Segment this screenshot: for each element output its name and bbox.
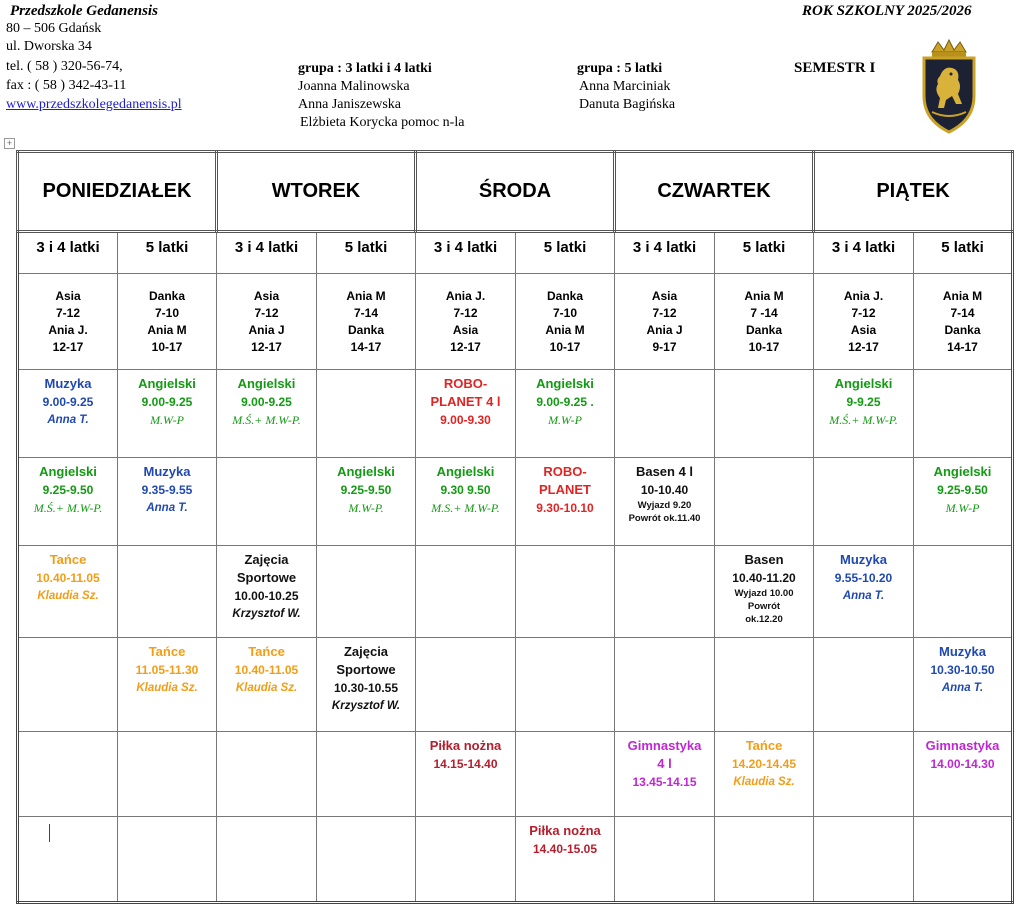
group-a-teacher: Elżbieta Korycka pomoc n-la <box>300 115 465 130</box>
schedule-cell <box>18 638 118 732</box>
day-header: WTOREK <box>217 152 416 232</box>
staff-hours-line: 12-17 <box>450 339 481 354</box>
activity-title: Zajęcia <box>244 552 289 567</box>
schedule-cell <box>118 817 217 903</box>
staff-hours-cell <box>118 274 217 370</box>
lion-crest-icon <box>918 38 980 134</box>
activity-title: Muzyka <box>143 464 191 479</box>
schedule-cell <box>715 638 814 732</box>
activity-title: Angielski <box>933 464 992 479</box>
activity-time: 10.40-11.05 <box>234 663 299 677</box>
school-postal: 80 – 506 Gdańsk <box>6 21 102 36</box>
school-phone: tel. ( 58 ) 320-56-74, <box>6 59 123 74</box>
staff-hours-line: 10-17 <box>748 339 780 354</box>
staff-hours-cell <box>715 274 814 370</box>
activity-teacher: Klaudia Sz. <box>37 590 99 602</box>
activity-time: 9.25-9.50 <box>937 483 988 497</box>
schedule-cell <box>217 638 317 732</box>
staff-hours-line: 7-12 <box>254 305 279 320</box>
staff-hours-line: 7-10 <box>154 305 180 320</box>
staff-hours-line: 7 -14 <box>750 305 778 320</box>
activity-title: Basen <box>744 552 784 567</box>
staff-hours-line: 12-17 <box>52 339 84 354</box>
schedule-cell <box>317 817 416 903</box>
schedule-cell <box>217 458 317 546</box>
activity-teacher: M.Ś.+ M.W-P. <box>232 413 301 427</box>
activity-time: 9.30 9.50 <box>440 483 491 497</box>
staff-hours-line: Asia <box>253 288 280 303</box>
activity-row <box>18 817 1013 903</box>
staff-hours-line: 10-17 <box>549 339 581 354</box>
schedule-cell <box>914 546 1013 638</box>
schedule-cell <box>814 546 914 638</box>
schedule-cell <box>914 458 1013 546</box>
school-fax: fax : ( 58 ) 342-43-11 <box>6 78 127 93</box>
activity-time: 9.00-9.30 <box>440 413 491 427</box>
activity-teacher: M.Ś.+ M.W-P. <box>33 501 103 515</box>
staff-hours-row <box>18 274 1013 370</box>
schedule-cell <box>516 732 615 817</box>
activity-title: Tańce <box>745 738 783 753</box>
schedule-cell <box>615 732 715 817</box>
activity-time: 13.45-14.15 <box>632 775 697 789</box>
school-name: Przedszkole Gedanensis <box>10 3 158 19</box>
staff-hours-cell <box>217 274 317 370</box>
schedule-table <box>16 150 1014 904</box>
staff-hours-line: 7-14 <box>353 305 379 320</box>
activity-time: 9.25-9.50 <box>42 483 94 497</box>
schedule-cell <box>516 817 615 903</box>
staff-hours-line: Ania J. <box>843 288 884 303</box>
activity-title: Tańce <box>148 644 186 659</box>
schedule-cell <box>814 458 914 546</box>
activity-title: Muzyka <box>44 376 92 391</box>
staff-hours-line: Danka <box>546 288 584 303</box>
group-header: 5 latki <box>118 232 217 274</box>
schedule-cell <box>914 732 1013 817</box>
activity-teacher: M.S.+ M.W-P. <box>431 501 500 515</box>
group-b-title: grupa : 5 latki <box>577 61 663 76</box>
activity-time: 10.00-10.25 <box>234 589 299 603</box>
activity-teacher: Klaudia Sz. <box>136 682 198 694</box>
activity-note: Powrót <box>747 601 781 612</box>
schedule-cell <box>416 817 516 903</box>
schedule-cell <box>118 546 217 638</box>
activity-teacher: M.W-P. <box>348 501 384 515</box>
activity-teacher: M.W-P <box>548 413 582 427</box>
staff-hours-line: Danka <box>745 322 783 337</box>
staff-hours-line: Ania J <box>248 322 285 337</box>
activity-title: Muzyka <box>840 552 887 567</box>
staff-hours-line: Ania M <box>346 288 386 303</box>
staff-hours-line: Ania M <box>147 322 187 337</box>
schedule-cell <box>615 638 715 732</box>
staff-hours-line: Asia <box>850 322 877 337</box>
staff-hours-line: 7-12 <box>55 305 81 320</box>
schedule-cell <box>715 732 814 817</box>
schedule-cell <box>118 458 217 546</box>
schedule-cell <box>715 458 814 546</box>
day-header: PONIEDZIAŁEK <box>18 152 217 232</box>
staff-hours-line: Ania M <box>744 288 784 303</box>
schedule-cell <box>814 732 914 817</box>
staff-hours-line: 7-14 <box>950 305 975 320</box>
activity-row <box>18 638 1013 732</box>
activity-note: Powrót ok.11.40 <box>628 513 701 524</box>
schedule-cell <box>217 732 317 817</box>
schedule-cell <box>118 370 217 458</box>
activity-title: Angielski <box>237 376 296 391</box>
schedule-cell <box>416 370 516 458</box>
schedule-cell <box>317 370 416 458</box>
activity-time: 14.00-14.30 <box>930 757 995 771</box>
staff-hours-line: 10-17 <box>151 339 183 354</box>
group-header: 3 i 4 latki <box>615 232 715 274</box>
staff-hours-line: Ania J. <box>445 288 486 303</box>
activity-title: Sportowe <box>336 662 396 677</box>
group-a-teacher: Anna Janiszewska <box>298 97 402 112</box>
activity-title: Basen 4 l <box>635 464 694 479</box>
activity-time: 10.40-11.05 <box>36 571 100 585</box>
schedule-cell <box>914 817 1013 903</box>
activity-title: PLANET 4 l <box>430 394 501 409</box>
schedule-cell <box>814 817 914 903</box>
staff-hours-line: Ania J. <box>48 322 88 337</box>
activity-title: Piłka nożna <box>429 738 502 753</box>
group-header: 3 i 4 latki <box>416 232 516 274</box>
staff-hours-line: 14-17 <box>350 339 382 354</box>
activity-time: 9.00-9.25 <box>241 395 292 409</box>
day-header: ŚRODA <box>416 152 615 232</box>
schedule-cell <box>317 546 416 638</box>
staff-hours-cell <box>18 274 118 370</box>
staff-hours-line: 12-17 <box>848 339 879 354</box>
activity-teacher: Anna T. <box>146 502 188 514</box>
schedule-cell <box>814 370 914 458</box>
activity-time: 14.15-14.40 <box>433 757 498 771</box>
activity-title: Zajęcia <box>343 644 389 659</box>
schedule-cell <box>217 370 317 458</box>
group-header: 3 i 4 latki <box>18 232 118 274</box>
group-header: 3 i 4 latki <box>217 232 317 274</box>
group-header: 5 latki <box>317 232 416 274</box>
activity-teacher: Klaudia Sz. <box>235 682 298 694</box>
staff-hours-line: 7-10 <box>552 305 578 320</box>
school-website-link[interactable]: www.przedszkolegedanensis.pl <box>6 97 182 112</box>
staff-hours-line: Asia <box>651 288 678 303</box>
schedule-cell <box>914 370 1013 458</box>
group-header: 3 i 4 latki <box>814 232 914 274</box>
schedule-cell <box>317 458 416 546</box>
staff-hours-line: 12-17 <box>251 339 282 354</box>
staff-hours-line: 7-12 <box>851 305 876 320</box>
group-header: 5 latki <box>516 232 615 274</box>
activity-title: Gimnastyka <box>627 738 702 753</box>
schedule-cell <box>317 638 416 732</box>
activity-time: 9-9.25 <box>846 395 881 409</box>
day-header-row <box>18 152 1013 232</box>
activity-title: Angielski <box>834 376 893 391</box>
activity-time: 10.40-11.20 <box>732 571 796 585</box>
activity-title: Angielski <box>337 464 395 479</box>
activity-teacher: M.Ś.+ M.W-P. <box>829 413 898 427</box>
activity-time: 10-10.40 <box>640 483 689 497</box>
activity-teacher: Anna T. <box>842 590 885 602</box>
schedule-cell <box>615 546 715 638</box>
schedule-cell <box>715 817 814 903</box>
staff-hours-line: Danka <box>347 322 385 337</box>
activity-title: ROBO- <box>443 376 488 391</box>
staff-hours-cell <box>416 274 516 370</box>
schedule-cell <box>18 546 118 638</box>
activity-teacher: Klaudia Sz. <box>733 776 795 788</box>
schedule-cell <box>18 817 118 903</box>
activity-note: Wyjazd 10.00 <box>734 588 794 599</box>
activity-title: Muzyka <box>939 644 986 659</box>
staff-hours-cell <box>814 274 914 370</box>
staff-hours-cell <box>516 274 615 370</box>
activity-title: Angielski <box>138 376 196 391</box>
activity-title: Tańce <box>248 644 285 659</box>
activity-title: Angielski <box>39 464 97 479</box>
activity-time: 9.30-10.10 <box>536 501 594 515</box>
schedule-cell <box>217 817 317 903</box>
staff-hours-line: Ania M <box>942 288 983 303</box>
staff-hours-line: Ania M <box>545 322 585 337</box>
activity-note: Wyjazd 9.20 <box>637 500 692 511</box>
schedule-cell <box>416 458 516 546</box>
schedule-cell <box>715 370 814 458</box>
group-header: 5 latki <box>914 232 1013 274</box>
schedule-cell <box>317 732 416 817</box>
staff-hours-line: 7-12 <box>652 305 677 320</box>
activity-teacher: Anna T. <box>47 414 89 426</box>
schedule-cell <box>914 638 1013 732</box>
activity-title: Sportowe <box>236 570 297 585</box>
school-street: ul. Dworska 34 <box>6 39 92 54</box>
schedule-cell <box>516 638 615 732</box>
schedule-cell <box>615 370 715 458</box>
activity-time: 9.25-9.50 <box>340 483 392 497</box>
activity-teacher: Krzysztof W. <box>232 608 301 620</box>
activity-time: 9.00-9.25 . <box>536 395 594 409</box>
staff-hours-line: Danka <box>944 322 981 337</box>
schedule-cell <box>18 458 118 546</box>
schedule-cell <box>118 732 217 817</box>
staff-hours-line: 7-12 <box>453 305 478 320</box>
activity-teacher: M.W-P <box>150 413 184 427</box>
activity-time: 14.20-14.45 <box>731 757 797 771</box>
schedule-cell <box>416 638 516 732</box>
activity-teacher: Anna T. <box>941 682 984 694</box>
activity-time: 14.40-15.05 <box>532 842 598 856</box>
staff-hours-line: Danka <box>148 288 186 303</box>
activity-row <box>18 370 1013 458</box>
schedule-cell <box>615 458 715 546</box>
staff-hours-line: 9-17 <box>652 339 677 354</box>
activity-title: Gimnastyka <box>925 738 1000 753</box>
activity-time: 9.35-9.55 <box>141 483 193 497</box>
group-b-teacher: Danuta Bagińska <box>579 97 676 112</box>
activity-time: 9.55-10.20 <box>834 571 893 585</box>
schedule-cell <box>814 638 914 732</box>
activity-title: PLANET <box>539 482 591 497</box>
group-a-teacher: Joanna Malinowska <box>298 79 410 94</box>
activity-title: Angielski <box>436 464 495 479</box>
group-b-teacher: Anna Marciniak <box>579 79 671 94</box>
activity-title: ROBO- <box>543 464 587 479</box>
schedule-cell <box>715 546 814 638</box>
semester-label: SEMESTR I <box>794 60 876 76</box>
staff-hours-line: Ania J <box>646 322 683 337</box>
schedule-cell <box>516 458 615 546</box>
day-header: CZWARTEK <box>615 152 814 232</box>
group-header: 5 latki <box>715 232 814 274</box>
activity-teacher: Krzysztof W. <box>331 700 401 712</box>
activity-title: Tańce <box>49 552 87 567</box>
schedule-cell <box>416 546 516 638</box>
activity-time: 11.05-11.30 <box>135 663 199 677</box>
activity-row <box>18 458 1013 546</box>
schedule-cell <box>516 546 615 638</box>
activity-time: 10.30-10.55 <box>333 681 399 695</box>
group-header-row <box>18 232 1013 274</box>
activity-note: ok.12.20 <box>745 614 783 625</box>
staff-hours-cell <box>317 274 416 370</box>
staff-hours-cell <box>615 274 715 370</box>
day-header: PIĄTEK <box>814 152 1013 232</box>
schedule-cell <box>18 732 118 817</box>
school-year: ROK SZKOLNY 2025/2026 <box>802 3 972 19</box>
schedule-cell <box>615 817 715 903</box>
schedule-cell <box>516 370 615 458</box>
schedule-cell <box>416 732 516 817</box>
activity-time: 10.30-10.50 <box>930 663 995 677</box>
activity-title: Piłka nożna <box>529 823 601 838</box>
activity-time: 9.00-9.25 <box>141 395 193 409</box>
staff-hours-cell <box>914 274 1013 370</box>
table-move-handle-icon[interactable]: + <box>4 138 15 149</box>
activity-row <box>18 732 1013 817</box>
activity-title: Angielski <box>536 376 594 391</box>
staff-hours-line: 14-17 <box>947 339 978 354</box>
activity-teacher: M.W-P <box>945 501 980 515</box>
activity-time: 9.00-9.25 <box>42 395 94 409</box>
schedule-cell <box>217 546 317 638</box>
activity-title: 4 l <box>657 756 672 771</box>
group-a-title: grupa : 3 latki i 4 latki <box>298 61 432 76</box>
staff-hours-line: Asia <box>452 322 479 337</box>
activity-row <box>18 546 1013 638</box>
schedule-cell <box>118 638 217 732</box>
text-cursor <box>49 824 50 842</box>
staff-hours-line: Asia <box>55 288 81 303</box>
schedule-cell <box>18 370 118 458</box>
